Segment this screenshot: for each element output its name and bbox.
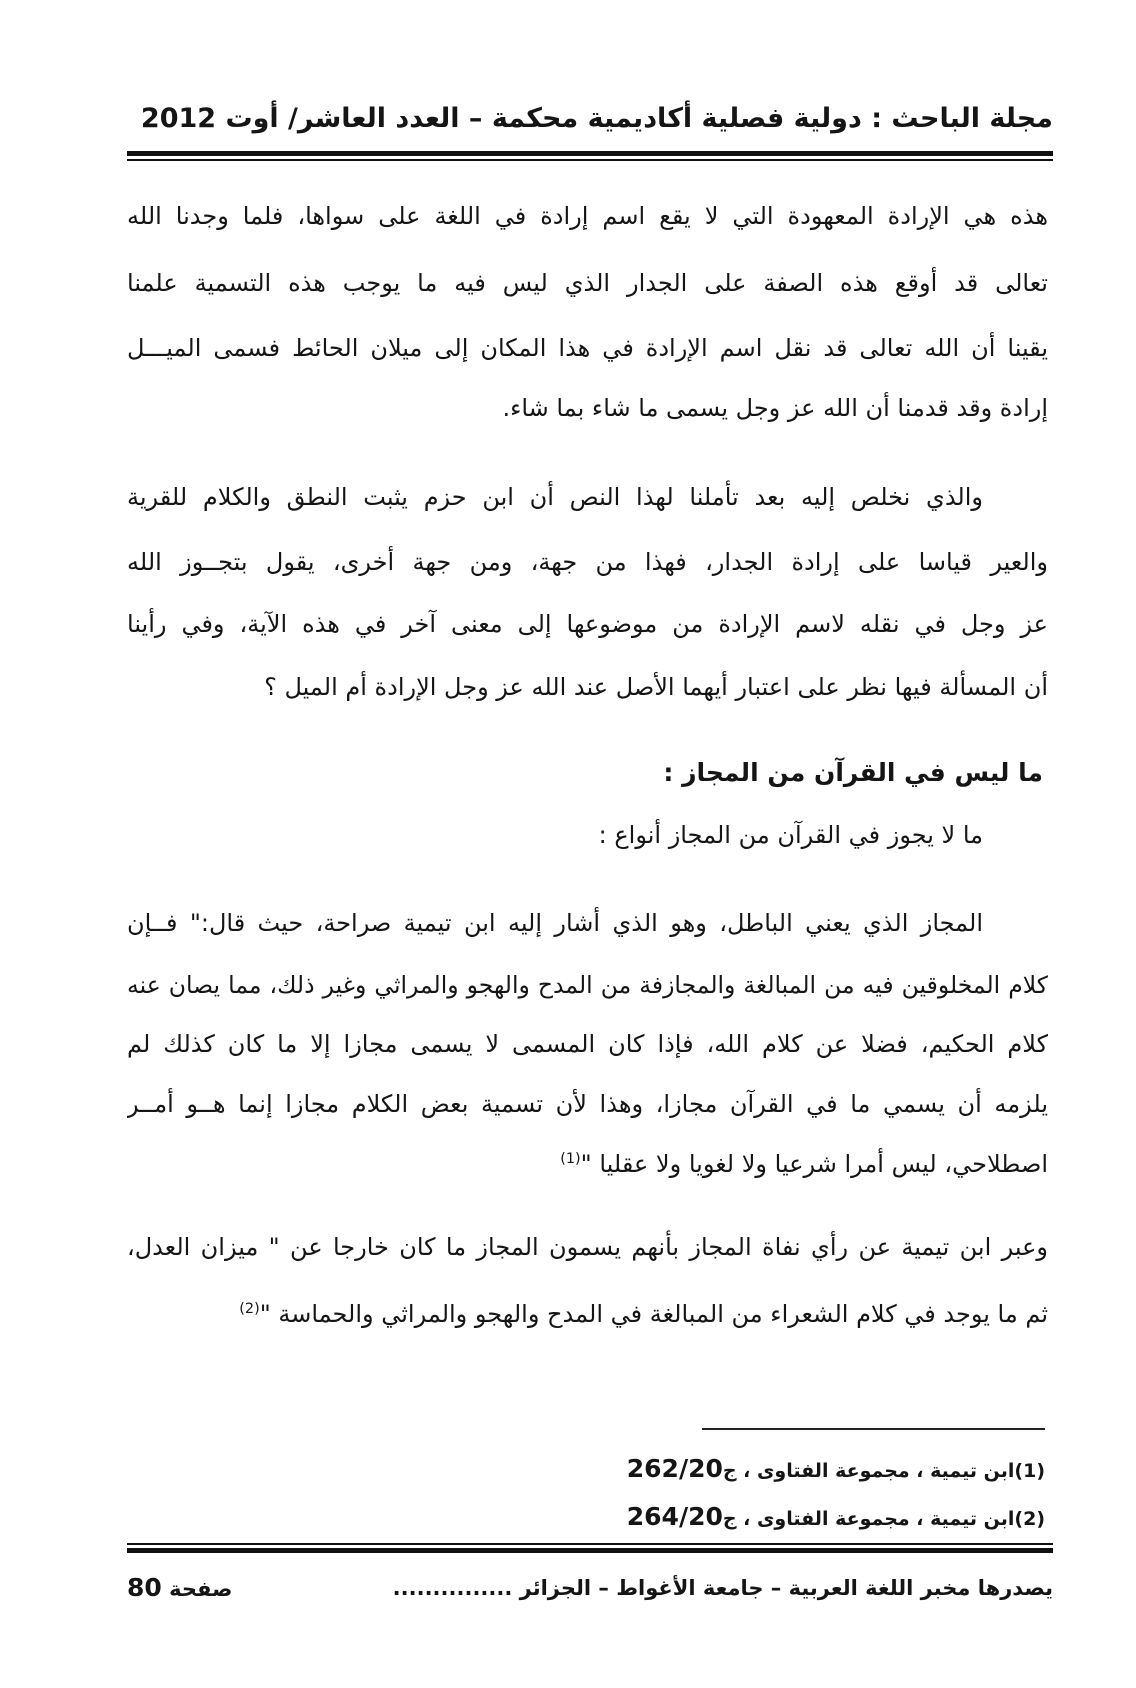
footnote-marker: (1) bbox=[1014, 1460, 1045, 1482]
paragraph-line: تعالى قد أوقع هذه الصفة على الجدار الذي ليس فيه ما يوجب هذه التسمية علمنا bbox=[127, 269, 1048, 297]
footer-publisher-text: يصدرها مخبر اللغة العربية – جامعة الأغواط – الجزائر bbox=[519, 1576, 1053, 1600]
paragraph-line: يقينا أن الله تعالى قد نقل اسم الإرادة في هذا المكان إلى ميلان الحائط فسمى الميـــل bbox=[127, 334, 1048, 362]
page-number: 80 bbox=[127, 1573, 162, 1602]
paragraph-line: كلام الحكيم، فضلا عن كلام الله، فإذا كان المسمى لا يسمى مجازا إلا ما كان كذلك لم bbox=[127, 1030, 1048, 1058]
footnote-reference: (2) bbox=[239, 1301, 260, 1317]
paragraph-line: المجاز الذي يعني الباطل، وهو الذي أشار إليه ابن تيمية صراحة، حيث قال:" فــإن bbox=[127, 909, 983, 937]
paragraph-line: كلام المخلوقين فيه من المبالغة والمجازفة من المدح والهجو والمراثي وغير ذلك، مما يصان عنه bbox=[127, 971, 1048, 999]
paragraph-line: عز وجل في نقله لاسم الإرادة من موضوعها إلى معنى آخر في هذه الآية، وفي رأينا bbox=[127, 610, 1048, 638]
paragraph-line: والعير قياسا على إرادة الجدار، فهذا من جهة، ومن جهة أخرى، يقول بتجــوز الله bbox=[127, 548, 1048, 576]
footnote bbox=[127, 1449, 1045, 1489]
footnote bbox=[127, 1497, 1045, 1537]
footnote-citation: 264/20 bbox=[626, 1502, 723, 1531]
header-rule-thin bbox=[127, 159, 1053, 161]
paragraph-line: وعبر ابن تيمية عن رأي نفاة المجاز بأنهم يسمون المجاز ما كان خارجا عن " ميزان العدل، bbox=[127, 1233, 1048, 1261]
page-label: صفحة bbox=[169, 1577, 233, 1601]
page-number-block bbox=[127, 1568, 297, 1608]
footer-rule-thin bbox=[127, 1543, 1053, 1545]
footnote-separator bbox=[702, 1428, 1045, 1430]
footnote-text: ابن تيمية ، مجموعة الفتاوى ، ج bbox=[722, 1460, 1015, 1482]
paragraph-line: إرادة وقد قدمنا أن الله عز وجل يسمى ما شاء بما شاء. bbox=[502, 394, 1048, 422]
footnote-reference: (1) bbox=[560, 1151, 581, 1167]
section-heading: ما ليس في القرآن من المجاز : bbox=[663, 758, 1043, 787]
section-intro: ما لا يجوز في القرآن من المجاز أنواع : bbox=[598, 821, 983, 849]
paragraph-line: هذه هي الإرادة المعهودة التي لا يقع اسم إرادة في اللغة على سواها، فلما وجدنا الله bbox=[127, 202, 1048, 230]
paragraph-line: أن المسألة فيها نظر على اعتبار أيهما الأصل عند الله عز وجل الإرادة أم الميل ؟ bbox=[264, 673, 1048, 701]
journal-running-header: مجلة الباحث : دولية فصلية أكاديمية محكمة – العدد العاشر/ أوت 2012 bbox=[140, 103, 1053, 134]
header-rule-thick bbox=[127, 151, 1053, 156]
footnote-marker: (2) bbox=[1014, 1508, 1045, 1530]
paragraph-line bbox=[127, 1142, 1048, 1186]
paragraph-line-text: ثم ما يوجد في كلام الشعراء من المبالغة في المدح والهجو والمراثي والحماسة " bbox=[259, 1300, 1048, 1328]
footnote-citation: 262/20 bbox=[626, 1454, 723, 1483]
footer-dot-leader: ............... bbox=[392, 1576, 513, 1600]
footer-rule-thick bbox=[127, 1548, 1053, 1553]
footnote-text: ابن تيمية ، مجموعة الفتاوى ، ج bbox=[722, 1508, 1015, 1530]
paragraph-line: والذي نخلص إليه بعد تأملنا لهذا النص أن ابن حزم يثبت النطق والكلام للقرية bbox=[127, 483, 983, 511]
paragraph-line bbox=[127, 1292, 1048, 1336]
paragraph-line-text: اصطلاحي، ليس أمرا شرعيا ولا لغويا ولا عقليا " bbox=[580, 1150, 1048, 1178]
footer-publisher bbox=[333, 1568, 1053, 1608]
paragraph-line: يلزمه أن يسمي ما في القرآن مجازا، وهذا لأن تسمية بعض الكلام مجازا إنما هــو أمــر bbox=[127, 1090, 1048, 1118]
